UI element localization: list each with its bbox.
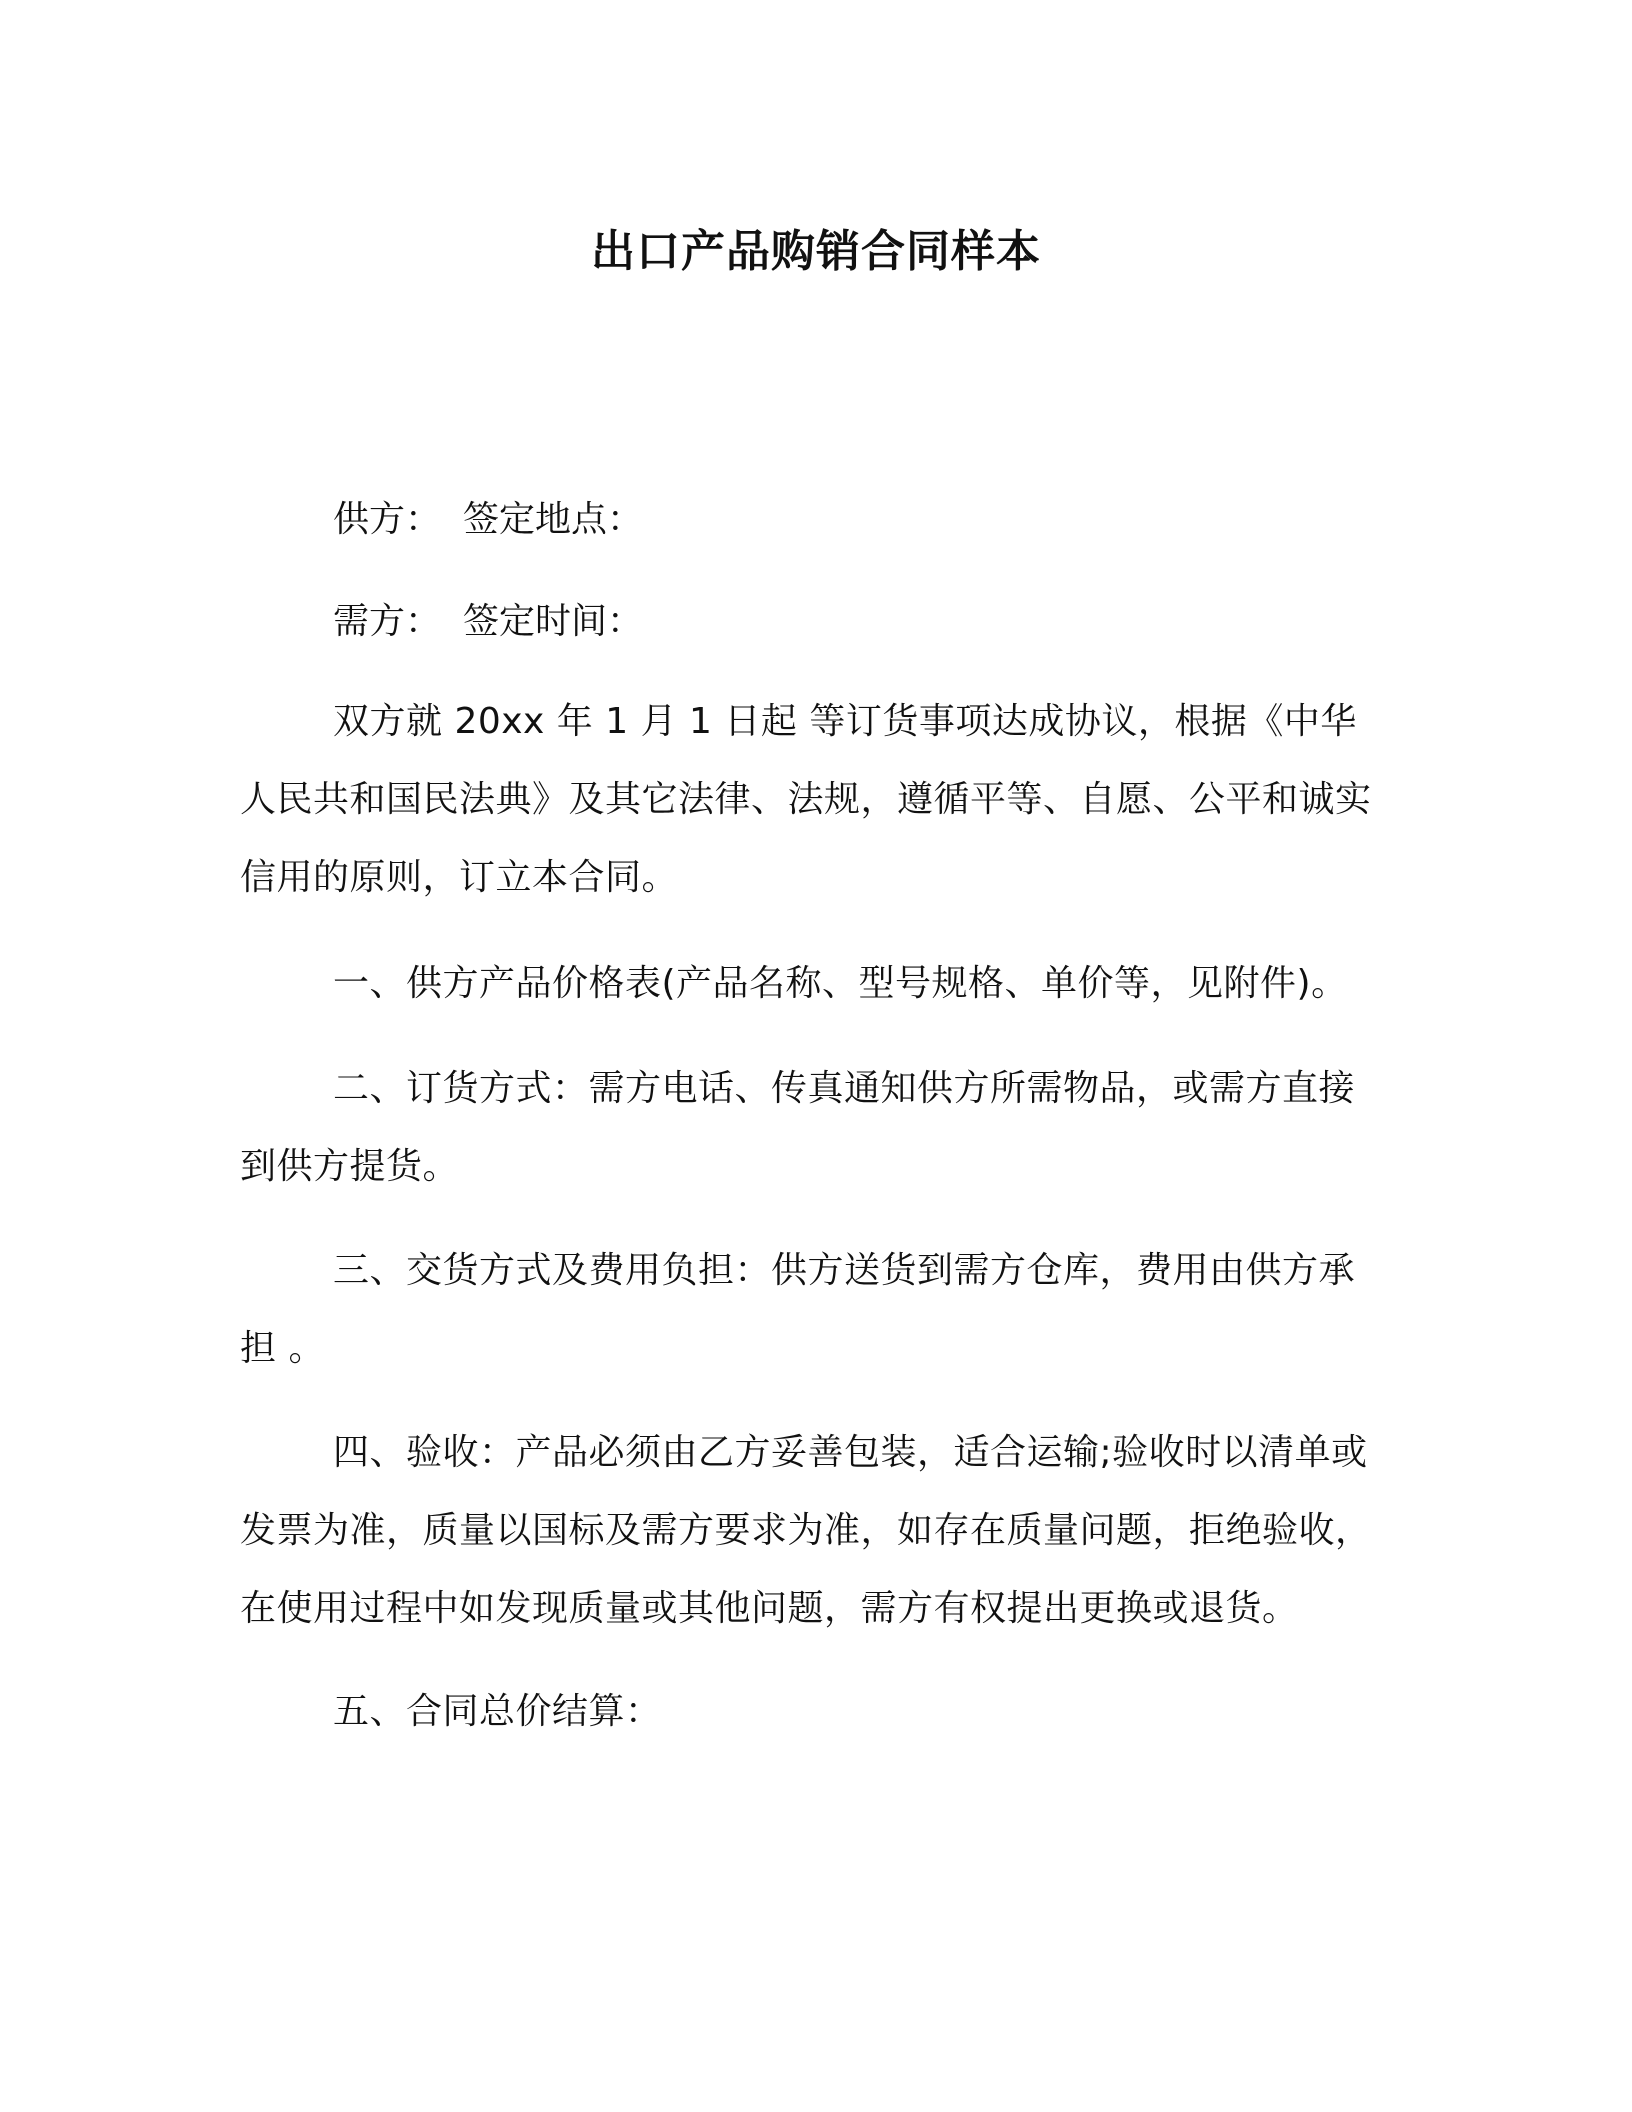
intro-paragraph: 双方就 20xx 年 1 月 1 日起 等订货事项达成协议，根据《中华人民共和国民法典》及其它法律、法规，遵循平等、自愿、公平和诚实信用的原则，订立本合同。 [240,701,1372,898]
sign-place-label: 签定地点： [463,499,644,540]
sign-time-label: 签定时间： [463,601,644,642]
buyer-line [333,597,643,647]
document-title: 出口产品购销合同样本 [591,226,1041,277]
clause-1: 一、供方产品价格表(产品名称、型号规格、单价等，见附件)。 [333,963,1348,1004]
clause-4: 四、验收：产品必须由乙方妥善包装，适合运输;验收时以清单或发票为准，质量以国标及需方要求为准，如存在质量问题，拒绝验收，在使用过程中如发现质量或其他问题，需方有权提出更换或退货。 [240,1432,1372,1629]
supplier-line [333,495,643,545]
clause-2: 二、订货方式：需方电话、传真通知供方所需物品，或需方直接到供方提货。 [240,1068,1356,1187]
buyer-label: 需方： [333,601,442,642]
clause-5: 五、合同总价结算： [333,1691,662,1732]
clause-3: 三、交货方式及费用负担：供方送货到需方仓库，费用由供方承担 。 [240,1250,1356,1369]
supplier-label: 供方： [333,499,442,540]
